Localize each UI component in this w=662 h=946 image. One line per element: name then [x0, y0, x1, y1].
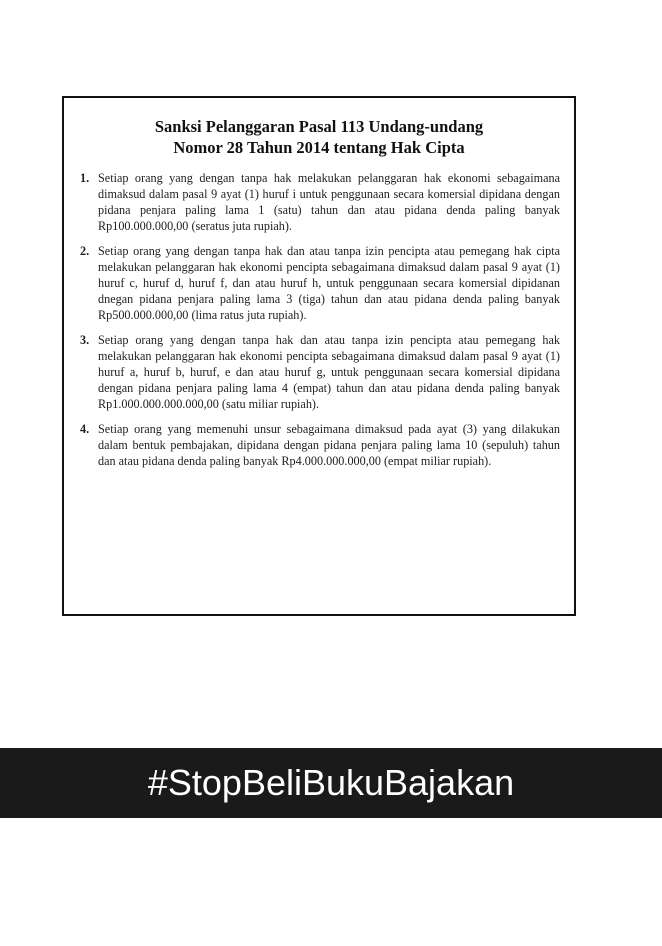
notice-title-line-1: Sanksi Pelanggaran Pasal 113 Undang-undang — [154, 117, 484, 136]
clause-number: 3. — [80, 333, 90, 347]
clause-text: Setiap orang yang dengan tanpa hak dan atau tanpa izin pencipta atau pemegang hak cipta melakukan pelanggaran hak ekonomi pencipta sebagaimana dimaksud dalam pasal 9 ayat (1) huruf c, huruf d, huruf f, dan atau huruf h, untuk penggunaan secara komersial dipidanan dnegan pidana penjara paling lama 3 (tiga) tahun dan atau pidana denda paling banyak Rp500.000.000,00 (lima ratus juta rupiah). — [98, 244, 560, 322]
clause-number: 4. — [80, 422, 90, 436]
banner-hashtag: #StopBeliBukuBajakan — [147, 762, 515, 803]
anti-piracy-banner — [0, 748, 662, 818]
clause-text: Setiap orang yang dengan tanpa hak melakukan pelanggaran hak ekonomi sebagaimana dimaksud dalam pasal 9 ayat (1) huruf i untuk penggunaan secara komersial dipidana dengan pidana penjara paling lama 1 (satu) tahun dan atau pidana denda paling banyak Rp100.000.000,00 (seratus juta rupiah). — [98, 171, 560, 233]
clause-text: Setiap orang yang dengan tanpa hak dan atau tanpa izin pencipta atau pemegang hak melakukan pelanggaran hak ekonomi pencipta sebagaimana dimaksud dalam pasal 9 ayat (1) huruf a, huruf b, huruf, e dan atau huruf g, untuk penggunaan secara komersial dipidana dengan pidana penjara paling lama 4 (empat) tahun dan atau pidana denda paling banyak Rp1.000.000.000.000,00 (satu miliar rupiah). — [98, 333, 560, 411]
clause-text: Setiap orang yang memenuhi unsur sebagaimana dimaksud pada ayat (3) yang dilakukan dalam bentuk pembajakan, dipidana dengan pidana penjara paling lama 10 (sepuluh) tahun dan atau pidana denda paling banyak Rp4.000.000.000,00 (empat miliar rupiah). — [98, 422, 560, 468]
notice-title — [64, 116, 574, 158]
clause-number: 2. — [80, 244, 90, 258]
clause-item — [64, 421, 574, 469]
notice-title-line-2: Nomor 28 Tahun 2014 tentang Hak Cipta — [173, 138, 465, 157]
copyright-sanction-notice — [62, 96, 576, 616]
clause-list — [64, 170, 574, 469]
clause-item — [64, 243, 574, 323]
clause-item — [64, 170, 574, 234]
clause-number: 1. — [80, 171, 90, 185]
clause-item — [64, 332, 574, 412]
